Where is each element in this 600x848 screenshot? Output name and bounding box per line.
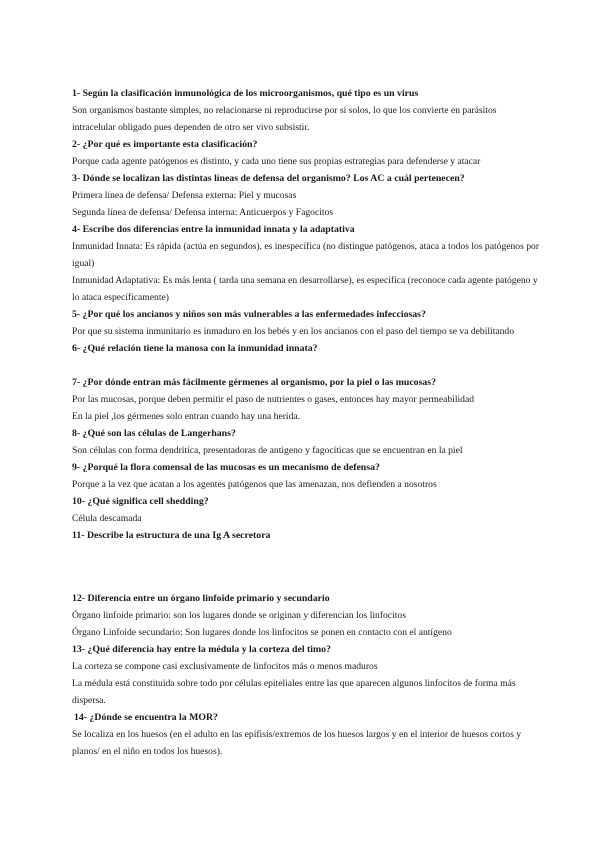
- answer-13-cortex: La corteza se compone casi exclusivamente de linfocitos más o menos maduros: [72, 661, 378, 672]
- answer-3-line-1: Primera línea de defensa/ Defensa externa: Piel y mucosas: [72, 190, 297, 201]
- question-9: 9- ¿Porqué la flora comensal de las mucosas es un mecanismo de defensa?: [72, 462, 380, 473]
- qa-content: [72, 85, 542, 760]
- answer-12-primary: Órgano linfoide primario: son los lugares donde se originan y diferencian los linfocitos: [72, 610, 406, 621]
- answer-3-line-2: Segunda línea de defensa/ Defensa interna: Anticuerpos y Fagocitos: [72, 207, 334, 218]
- blank-gap: [72, 544, 542, 590]
- question-8: 8- ¿Qué son las células de Langerhans?: [72, 428, 236, 439]
- question-7: 7- ¿Por dónde entran más fácilmente gérmenes al organismo, por la piel o las mucosas?: [72, 377, 437, 388]
- question-12: 12- Diferencia entre un órgano linfoide primario y secundario: [72, 593, 330, 604]
- question-13: 13- ¿Qué diferencia hay entre la médula y la corteza del timo?: [72, 644, 331, 655]
- question-4: 4- Escribe dos diferencias entre la inmunidad innata y la adaptativa: [72, 224, 355, 235]
- answer-13-medulla: La médula está constituida sobre todo por células epiteliales entre las que aparecen algunos linfocitos de forma más dispersa.: [72, 678, 516, 706]
- question-6: 6- ¿Qué relación tiene la manosa con la inmunidad innata?: [72, 343, 318, 354]
- question-3: 3- Dónde se localizan las distintas líneas de defensa del organismo? Los AC a cuál pertenecen?: [72, 173, 465, 184]
- answer-1: Son organismos bastante simples, no relacionarse ni reproducirse por sí solos, lo que los convierte en parásitos intracelular obligado pues dependen de otro ser vivo subsistir.: [72, 105, 497, 133]
- answer-8: Son células con forma dendrítica, presentadoras de antigeno y fagocíticas que se encuentran en la piel: [72, 445, 463, 456]
- question-2: 2- ¿Por qué es importante esta clasificación?: [72, 139, 258, 150]
- question-10: 10- ¿Qué significa cell shedding?: [72, 496, 209, 507]
- answer-12-secondary: Órgano Linfoide secundario: Son lugares donde los linfocitos se ponen en contacto con el antígeno: [72, 627, 452, 638]
- answer-9: Porque a la vez que acatan a los agentes patógenos que las amenazan, nos defienden a nosotros: [72, 479, 437, 490]
- question-1: 1- Según la clasificación inmunológica de los microorganismos, qué tipo es un virus: [72, 88, 419, 99]
- answer-2: Porque cada agente patógenos es distinto, y cada uno tiene sus propias estrategias para defenderse y atacar: [72, 156, 481, 167]
- blank-gap: [72, 357, 542, 374]
- answer-5: Por que su sistema inmunitario es inmaduro en los bebés y en los ancianos con el paso del tiempo se va debilitando: [72, 326, 515, 337]
- answer-4-innate: Inmunidad Innata: Es rápida (actúa en segundos), es inespecífica (no distingue patógenos, ataca a todos los patógenos por igual): [72, 241, 540, 269]
- answer-10: Célula descamada: [72, 513, 142, 524]
- question-14: 14- ¿Dónde se encuentra la MOR?: [74, 712, 218, 723]
- answer-14: Se localiza en los huesos (en el adulto en las epífisis/extremos de los huesos largos y en el interior de huesos cortos y planos/ en el niño en todos los huesos).: [72, 729, 522, 757]
- question-5: 5- ¿Por qué los ancianos y niños son más vulnerables a las enfermedades infecciosas?: [72, 309, 426, 320]
- question-11: 11- Describe la estructura de una Ig A secretora: [72, 530, 271, 541]
- answer-7-line-1: Por las mucosas, porque deben permitir el paso de nutrientes o gases, entonces hay mayor permeabilidad: [72, 394, 475, 405]
- answer-4-adaptive: Inmunidad Adaptativa: Es más lenta ( tarda una semana en desarrollarse), es específica (reconoce cada agente patógeno y lo ataca específicamente): [72, 275, 538, 303]
- answer-7-line-2: En la piel ,los gérmenes solo entran cuando hay una herida.: [72, 411, 301, 422]
